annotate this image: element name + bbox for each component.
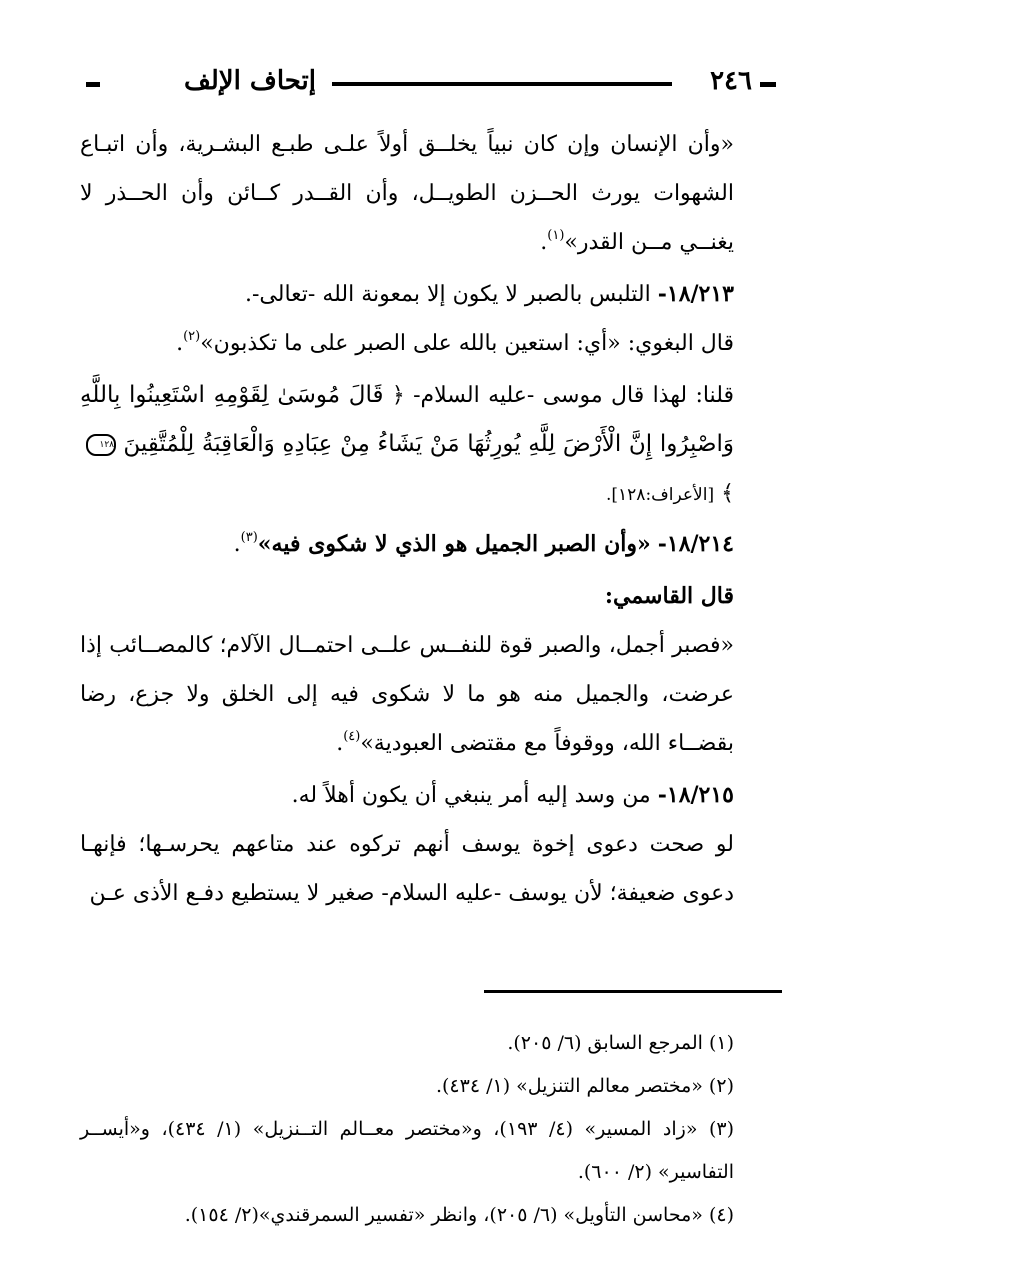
paragraph-6 [80, 572, 780, 621]
paragraph-2 [80, 270, 780, 319]
paragraph-9-text: لو صحت دعوى إخوة يوسف أنهم تركوه عند متاعهم يحرسـها؛ فإنهـا دعوى ضعيفة؛ لأن يوسف -عليه السلام- صغير لا يستطيع دفـع الأذى عـن [80, 832, 734, 906]
footnote-ref-4: (٤) [343, 729, 361, 744]
paragraph-8-text: من وسد إليه أمر ينبغي أن يكون أهلاً له. [291, 783, 651, 808]
header-dash-right [760, 82, 776, 87]
paragraph-4-intro: قلنا: لهذا قال موسى -عليه السلام- ﴿ [391, 383, 734, 408]
verse-close-bracket: ﴾ [721, 481, 734, 506]
page-number: ٢٤٦ [710, 66, 752, 96]
book-title: إتحاف الإلف [183, 66, 316, 96]
paragraph-2-text: التلبس بالصبر لا يكون إلا بمعونة الله -تعالى-. [245, 282, 651, 307]
paragraph-7: «فصبر أجمل، والصبر قوة للنفــس علــى احتمــال الآلام؛ كالمصــائب إذا عرضت، والجميل منه هو ما لا شكوى فيه إلى الخلق ولا جزع، رضا بقضــاء الله، ووقوفاً مع مقتضى العبودية»$^{(٤)}$. [80, 633, 734, 756]
footnotes [80, 1022, 780, 1237]
quran-verse: قَالَ مُوسَىٰ لِقَوْمِهِ اسْتَعِينُوا بِاللَّهِ وَاصْبِرُوا إِنَّ الْأَرْضَ لِلَّهِ يُورِثُهَا مَنْ يَشَاءُ مِنْ عِبَادِهِ وَالْعَاقِبَةُ لِلْمُتَّقِينَ [80, 382, 734, 457]
paragraph-3: قال البغوي: «أي: استعين بالله على الصبر على ما تكذبون»$^{(٢)}$. [176, 329, 734, 356]
footnote-separator [484, 990, 782, 993]
paragraph-3-text: قال البغوي: «أي: استعين بالله على الصبر على ما تكذبون» [200, 331, 734, 356]
paragraph-9 [80, 820, 780, 918]
footnote-ref-1: (١) [547, 228, 565, 243]
paragraph-4 [80, 371, 780, 520]
footnote-4: (٤) «محاسن التأويل» (٦/ ٢٠٥)، وانظر «تفسير السمرقندي»(٢/ ١٥٤). [184, 1204, 734, 1226]
page-header [84, 60, 784, 100]
footnote-1: (١) المرجع السابق (٦/ ٢٠٥). [507, 1032, 734, 1054]
footnote-2: (٢) «مختصر معالم التنزيل» (١/ ٤٣٤). [435, 1075, 734, 1097]
paragraph-1-text: «وأن الإنسان وإن كان نبياً يخلــق أولاً علـى طبـع البشـرية، وأن اتبـاع الشهوات يورث الحــزن الطويــل، وأن القــدر كــائن وأن الحــذر لا يغنــي مــن القدر» [80, 132, 734, 255]
item-number: ١٨/٢١٣- [657, 281, 734, 307]
paragraph-1: «وأن الإنسان وإن كان نبياً يخلــق أولاً علـى طبـع البشـرية، وأن اتبـاع الشهوات يورث الحــزن الطويــل، وأن القــدر كــائن وأن الحــذر لا يغنــي مــن القدر»$^{(١)}$. [80, 132, 734, 255]
paragraph-7-text: «فصبر أجمل، والصبر قوة للنفــس علــى احتمــال الآلام؛ كالمصــائب إذا عرضت، والجميل منه هو ما لا شكوى فيه إلى الخلق ولا جزع، رضا بقضــاء الله، ووقوفاً مع مقتضى العبودية» [80, 633, 734, 756]
footnote-3: (٣) «زاد المسير» (٤/ ١٩٣)، و«مختصر معــالم التــنزيل» (١/ ٤٣٤)، و«أيســر التفاسير» (٢/ ٦٠٠). [80, 1118, 735, 1183]
footnote-ref-2: (٢) [183, 329, 201, 344]
footnote-ref-3: (٣) [240, 530, 258, 545]
main-text [80, 120, 780, 918]
paragraph-5: ١٨/٢١٤- «وأن الصبر الجميل هو الذي لا شكوى فيه»$^{(٣)}$. [233, 530, 734, 557]
item-number: ١٨/٢١٥- [657, 782, 734, 808]
paragraph-6-text: قال القاسمي: [604, 583, 734, 609]
surah-reference: [الأعراف:١٢٨]. [606, 485, 715, 505]
paragraph-8 [80, 771, 780, 820]
header-rule [332, 82, 672, 86]
paragraph-5-text: «وأن الصبر الجميل هو الذي لا شكوى فيه» [257, 531, 651, 557]
ayah-number-icon: ١٢٨ [86, 434, 116, 456]
header-dash-left [86, 82, 100, 87]
item-number: ١٨/٢١٤- [657, 531, 734, 557]
